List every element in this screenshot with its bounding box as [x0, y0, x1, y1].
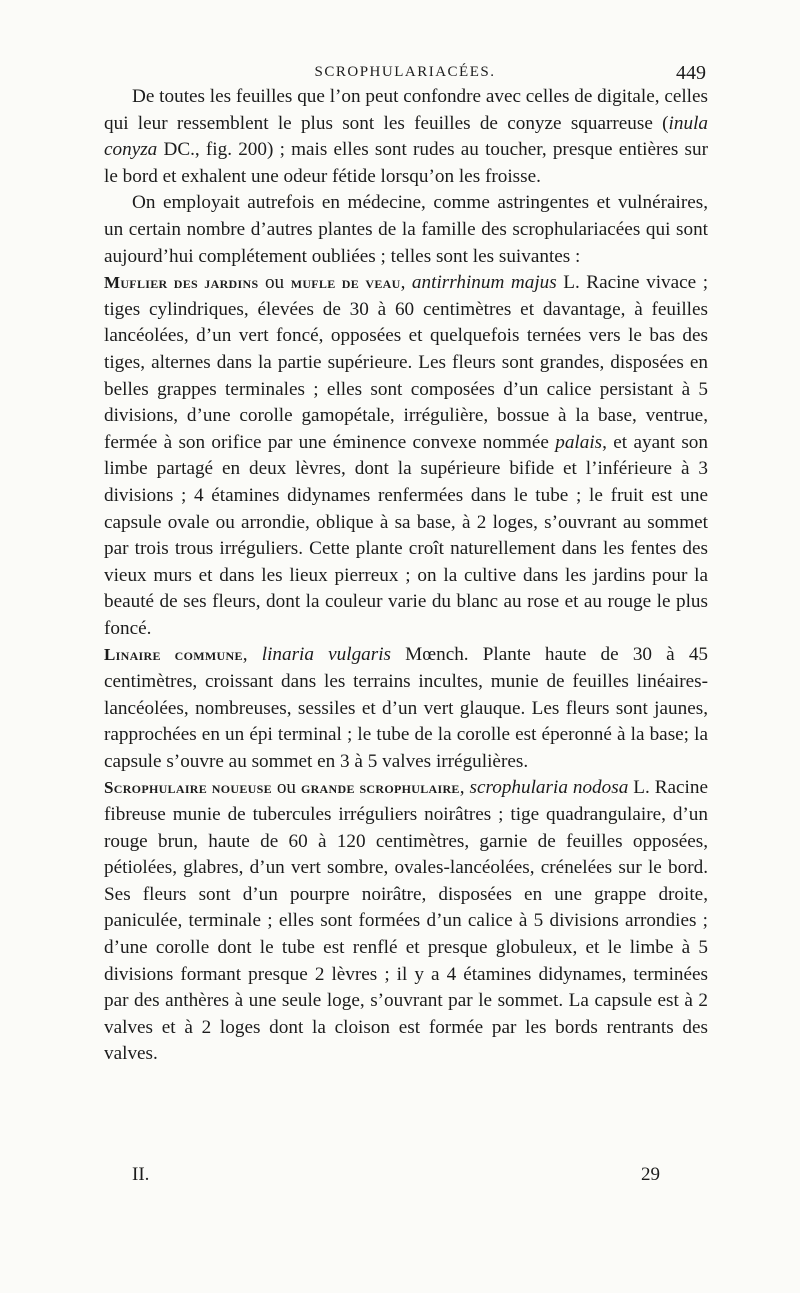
- text-run: ,: [400, 272, 412, 294]
- text-run: Mœnch. Plante haute de 30 à 45 centimètres, croissant dans les terrains incultes, munie de feuilles linéaires-lancéolées, nombreuses, sessiles et d’un vert glauque. Les fleurs sont jaunes, rapprochées en un épi terminal ; le tube de la corolle est éperonné à la base; la capsule s’ouvre au sommet en 3 à 5 valves irrégulières.: [104, 644, 709, 772]
- text-run: ,: [242, 644, 262, 666]
- page-footer: [132, 1164, 660, 1190]
- entry-heading: Linaire commune: [104, 645, 243, 665]
- entry-scrophulaire: [104, 775, 708, 1068]
- text-run: ou: [271, 777, 301, 799]
- entry-heading: Scrophulaire noueuse: [104, 778, 272, 798]
- entry-muflier: [104, 270, 708, 642]
- text-run: , et ayant son limbe partagé en deux lèvres, dont la supérieure bifide et l’inférieure à 3 divisions ; 4 étamines didynames renfermées dans le tube ; le fruit est une capsule ovale ou arrondie, oblique à sa base, à 2 loges, s’ouvrant au sommet par trois trous irréguliers. Cette plante croît naturellement dans les fentes des vieux murs et dans les lieux pierreux ; on la cultive dans les jardins pour la beauté de ses fleurs, dont la couleur varie du blanc au rose et au rouge le plus foncé.: [104, 431, 708, 639]
- body-text: [104, 84, 708, 1068]
- text-run: ou: [258, 272, 291, 294]
- text-run: ,: [459, 777, 470, 799]
- text-run: On employait autrefois en médecine, comme astringentes et vulnéraires, un certain nombre d’autres plantes de la famille des scrophulariacées qui sont aujourd’hui complétement oubliées ; telles sont les suivantes :: [104, 192, 708, 267]
- text-run: De toutes les feuilles que l’on peut confondre avec celles de digitale, celles qui leur ressemblent le plus sont les feuilles de conyze squarreuse (: [104, 86, 708, 134]
- species-name: inula conyza: [104, 112, 708, 161]
- term-italic: palais: [555, 431, 603, 453]
- paragraph-conyze: [104, 84, 708, 190]
- text-run: L. Racine vivace ; tiges cylindriques, élevées de 30 à 60 centimètres et davantage, à feuilles lancéolées, d’un vert foncé, opposées et quelquefois ternées vers le bas des tiges, alternes dans la partie supérieure. Les fleurs sont grandes, disposées en belles grappes terminales ; elles sont composées d’un calice persistant à 5 divisions, d’une corolle gamopétale, irrégulière, bossue à la base, ventrue, fermée à son orifice par une éminence convexe nommée: [104, 272, 709, 453]
- folio-number: 29: [641, 1164, 660, 1185]
- entry-heading-alt: grande scrophulaire: [300, 778, 460, 798]
- page-number: 449: [676, 62, 706, 84]
- signature-mark: II.: [132, 1164, 150, 1185]
- text-run: L. Racine fibreuse munie de tubercules irréguliers noirâtres ; tige quadrangulaire, d’un rouge brun, haute de 60 à 120 centimètres, garnie de feuilles opposées, pétiolées, glabres, d’un vert sombre, ovales-lancéolées, crénelées sur le bord. Ses fleurs sont d’un pourpre noirâtre, disposées en une grappe droite, paniculée, terminale ; elles sont formées d’un calice à 5 divisions arrondies ; d’une corolle dont le tube est renflé et presque globuleux, et le limbe à 5 divisions formant presque 2 lèvres ; il y a 4 étamines didynames, terminées par des anthères à une seule loge, s’ouvrant par le sommet. La capsule est à 2 valves et à 2 loges dont la cloison est formée par les bords rentrants des valves.: [104, 777, 708, 1065]
- text-run: DC., fig. 200) ; mais elles sont rudes au toucher, presque entières sur le bord et exhalent une odeur fétide lorsqu’on les froisse.: [104, 139, 708, 187]
- entry-heading: Muflier des jardins: [104, 273, 259, 293]
- running-head: [104, 62, 706, 84]
- entry-linaire: [104, 642, 708, 775]
- paragraph-intro-list: [104, 190, 708, 270]
- species-name: linaria vulgaris: [261, 644, 392, 666]
- species-name: antirrhinum majus: [411, 272, 557, 294]
- entry-heading-alt: mufle de veau: [290, 273, 401, 293]
- species-name: scrophularia nodosa: [469, 777, 629, 799]
- running-title: SCROPHULARIACÉES.: [314, 64, 496, 80]
